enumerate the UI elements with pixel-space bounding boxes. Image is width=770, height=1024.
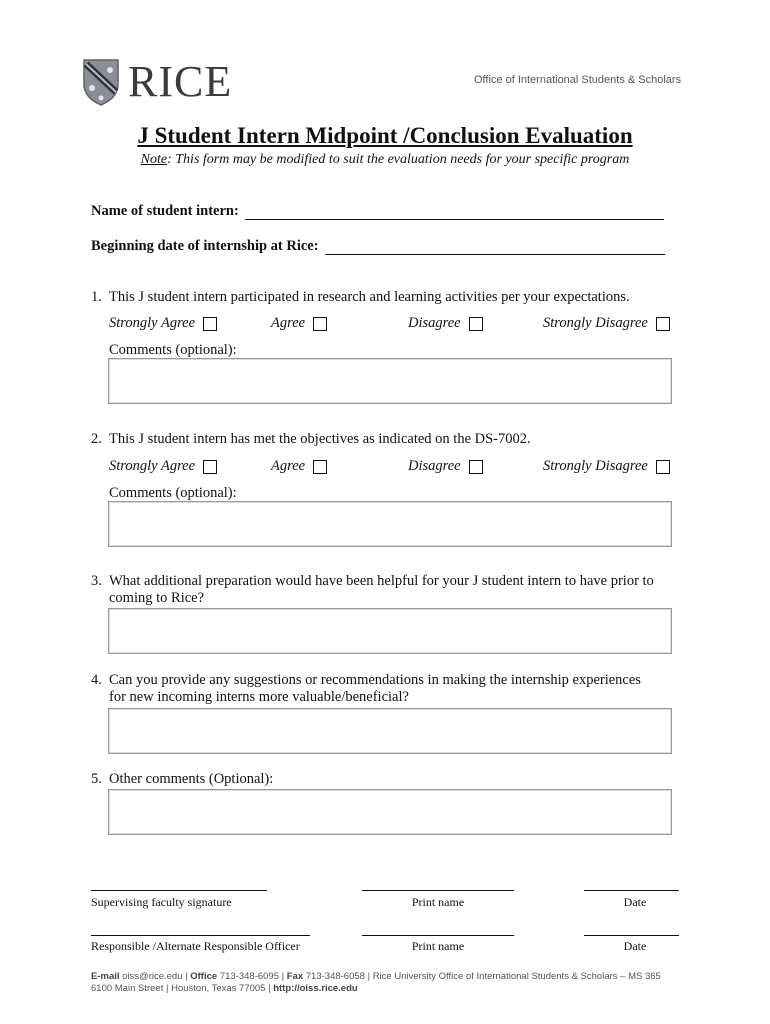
option-label: Agree <box>271 315 306 331</box>
faculty-signature-line[interactable] <box>91 890 267 891</box>
question-text-cont: for new incoming interns more valuable/beneficial? <box>109 689 409 705</box>
checkbox[interactable] <box>656 460 670 474</box>
q5-answer-box[interactable] <box>108 789 672 835</box>
question-3 <box>91 573 654 607</box>
footer-line-1: E-mail oiss@rice.edu | Office 713-348-6095 | Fax 713-348-6058 | Rice University Office of International Students & Scholars – MS 365 <box>91 971 661 982</box>
office-phone: 713-348-6095 <box>219 971 279 982</box>
checkbox[interactable] <box>656 317 670 331</box>
question-text: Can you provide any suggestions or recommendations in making the internship experiences <box>109 672 641 688</box>
checkbox[interactable] <box>469 460 483 474</box>
q2-comments-label: Comments (optional): <box>109 485 237 501</box>
q2-disagree[interactable] <box>408 458 483 475</box>
office-name: Office of International Students & Scholars <box>474 74 682 86</box>
note-text: : This form may be modified to suit the evaluation needs for your specific program <box>167 152 630 167</box>
q1-disagree[interactable] <box>408 315 483 332</box>
question-text: This J student intern has met the objectives as indicated on the DS-7002. <box>109 431 531 447</box>
checkbox[interactable] <box>203 460 217 474</box>
q2-comments-box[interactable] <box>108 501 672 547</box>
q1-strongly-agree[interactable] <box>109 315 217 332</box>
rice-shield-icon <box>82 58 120 106</box>
option-label: Disagree <box>408 315 461 331</box>
option-label: Strongly Agree <box>109 315 196 331</box>
begin-date-label: Beginning date of internship at Rice: <box>91 238 319 254</box>
fax-label: Fax <box>286 971 304 982</box>
rice-logo <box>82 58 232 106</box>
org-name: Rice University Office of International Students & Scholars – MS 365 <box>372 971 661 982</box>
page-title: J Student Intern Midpoint /Conclusion Evaluation <box>137 123 633 148</box>
question-number: 1. <box>91 289 102 305</box>
q3-answer-box[interactable] <box>108 608 672 654</box>
print-name-label-1: Print name <box>411 895 465 909</box>
q1-comments-label: Comments (optional): <box>109 342 237 358</box>
question-number: 4. <box>91 672 102 688</box>
option-label: Agree <box>271 458 306 474</box>
option-label: Disagree <box>408 458 461 474</box>
checkbox[interactable] <box>203 317 217 331</box>
officer-signature-label: Responsible /Alternate Responsible Officer <box>91 939 300 953</box>
question-text: What additional preparation would have been helpful for your J student intern to have prior to <box>109 573 654 589</box>
fax-number: 713-348-6058 <box>305 971 365 982</box>
option-label: Strongly Disagree <box>543 315 648 331</box>
date-line-2[interactable] <box>584 935 679 936</box>
begin-date-field[interactable] <box>325 242 665 255</box>
date-label-2: Date <box>623 939 647 953</box>
checkbox[interactable] <box>313 317 327 331</box>
begin-date-row <box>91 238 665 255</box>
faculty-signature-label: Supervising faculty signature <box>91 895 232 909</box>
question-4 <box>91 672 641 706</box>
question-number: 3. <box>91 573 102 589</box>
q2-strongly-agree[interactable] <box>109 458 217 475</box>
question-1 <box>91 289 630 306</box>
option-label: Strongly Disagree <box>543 458 648 474</box>
q2-strongly-disagree[interactable] <box>543 458 670 475</box>
q1-comments-box[interactable] <box>108 358 672 404</box>
q1-agree[interactable] <box>271 315 327 332</box>
email-link[interactable]: oiss@rice.edu <box>122 971 183 982</box>
form-note <box>0 152 770 168</box>
date-label-1: Date <box>623 895 647 909</box>
q4-answer-box[interactable] <box>108 708 672 754</box>
question-5 <box>91 771 273 788</box>
date-line-1[interactable] <box>584 890 679 891</box>
question-text-cont: coming to Rice? <box>109 590 205 606</box>
note-label: Note <box>140 152 168 167</box>
question-number: 5. <box>91 771 102 787</box>
q1-strongly-disagree[interactable] <box>543 315 670 332</box>
footer-contact <box>91 971 661 995</box>
option-label: Strongly Agree <box>109 458 196 474</box>
street-address: 6100 Main Street | Houston, Texas 77005 | <box>91 983 271 994</box>
student-name-row <box>91 203 664 220</box>
email-label: E-mail <box>91 971 120 982</box>
footer-line-2 <box>91 983 661 995</box>
officer-signature-line[interactable] <box>91 935 310 936</box>
print-name-label-2: Print name <box>411 939 465 953</box>
print-name-line-2[interactable] <box>362 935 514 936</box>
question-text: This J student intern participated in research and learning activities per your expectations. <box>109 289 630 305</box>
print-name-line-1[interactable] <box>362 890 514 891</box>
question-text: Other comments (Optional): <box>109 771 274 787</box>
student-name-field[interactable] <box>245 207 664 220</box>
website-link[interactable]: http://oiss.rice.edu <box>273 983 358 994</box>
question-number: 2. <box>91 431 102 447</box>
office-phone-label: Office <box>190 971 218 982</box>
logo-wordmark: RICE <box>128 57 233 106</box>
student-name-label: Name of student intern: <box>91 203 239 219</box>
checkbox[interactable] <box>469 317 483 331</box>
checkbox[interactable] <box>313 460 327 474</box>
q2-agree[interactable] <box>271 458 327 475</box>
question-2 <box>91 431 531 448</box>
